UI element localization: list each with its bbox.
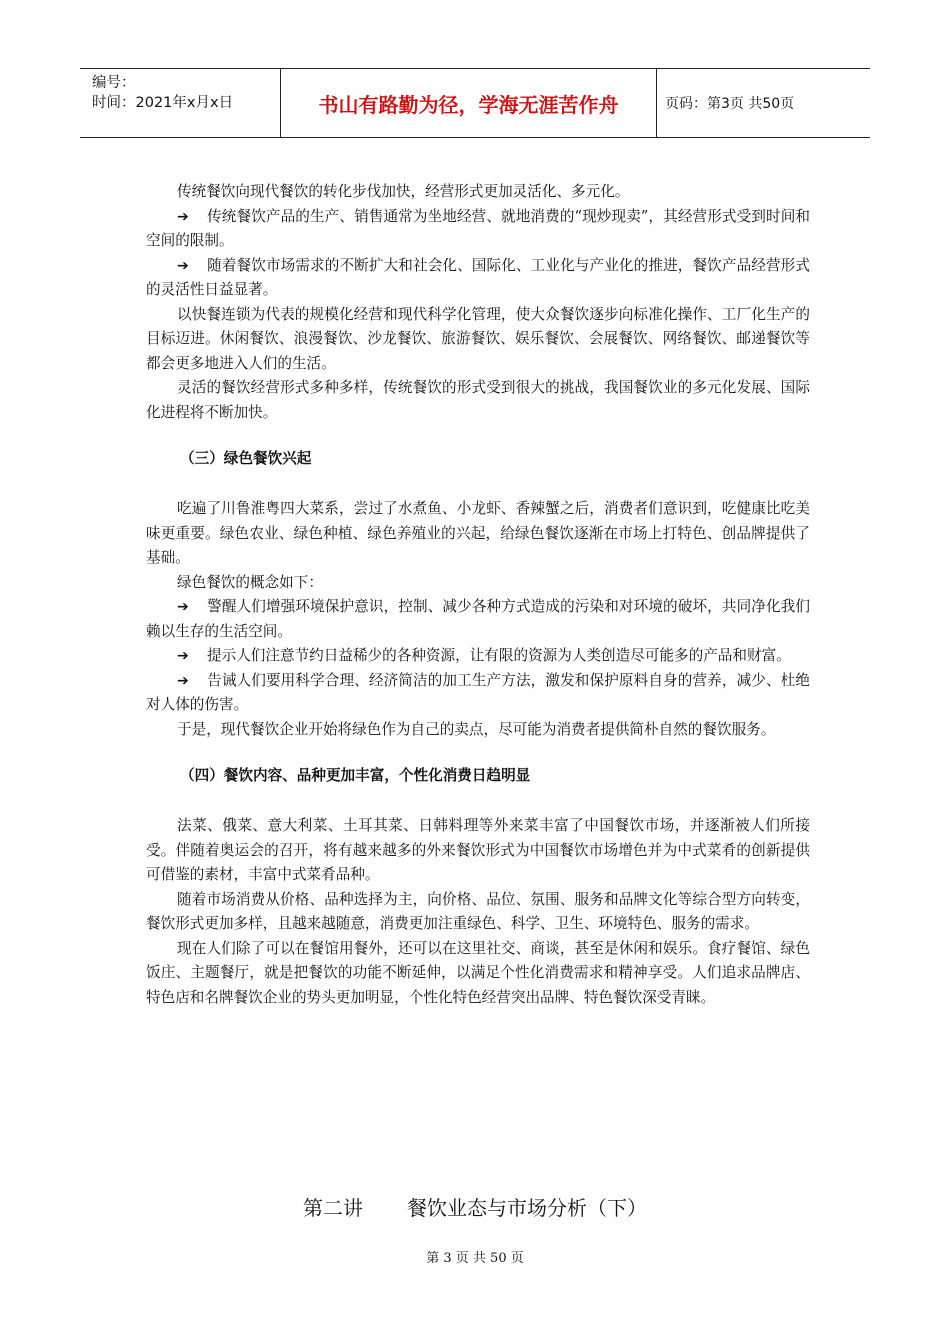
paragraph: 法菜、俄菜、意大利菜、土耳其菜、日韩料理等外来菜丰富了中国餐饮市场，并逐渐被人们所接受。伴随着奥运会的召开，将有越来越多的外来餐饮形式为中国餐饮市场增色并为中式菜肴的创新提供可借鉴的素材，丰富中式菜肴品种。 [146, 817, 810, 883]
header-motto: 书山有路勤为径，学海无涯苦作舟 [280, 69, 657, 137]
bullet-item [146, 595, 810, 644]
paragraph: 吃遍了川鲁淮粤四大菜系，尝过了水煮鱼、小龙虾、香辣蟹之后，消费者们意识到，吃健康比吃美味更重要。绿色农业、绿色种植、绿色养殖业的兴起，给绿色餐饮逐渐在市场上打特色、创品牌提供了基础。 [146, 500, 810, 566]
lecture-name: 餐饮业态与市场分析（下） [407, 1196, 647, 1220]
section-heading-variety: （四）餐饮内容、品种更加丰富，个性化消费日趋明显 [180, 767, 531, 784]
header-meta [80, 69, 280, 137]
paragraph: 绿色餐饮的概念如下： [177, 573, 323, 591]
section-heading-green: （三）绿色餐饮兴起 [180, 450, 312, 467]
document-body [146, 180, 810, 1010]
bullet-text: 传统餐饮产品的生产、销售通常为坐地经营、就地消费的“现炒现卖”，其经营形式受到时间和空间的限制。 [146, 207, 810, 249]
page-footer: 第 3 页 共 50 页 [426, 1251, 524, 1266]
arrow-right-icon: ➔ [177, 208, 189, 225]
paragraph: 于是，现代餐饮企业开始将绿色作为自己的卖点，尽可能为消费者提供简朴自然的餐饮服务。 [177, 720, 776, 738]
bullet-item [146, 254, 810, 303]
paragraph: 随着市场消费从价格、品种选择为主，向价格、品位、氛围、服务和品牌文化等综合型方向转变，餐饮形式更加多样，且越来越随意，消费更加注重绿色、科学、卫生、环境特色、服务的需求。 [146, 890, 810, 932]
lecture-number: 第二讲 [303, 1196, 363, 1220]
doc-number-label: 编号： [92, 75, 136, 91]
lecture-title [0, 1192, 950, 1221]
bullet-item [146, 644, 810, 669]
arrow-right-icon: ➔ [177, 648, 189, 664]
bullet-text: 告诫人们要用科学合理、经济简洁的加工生产方法，激发和保护原料自身的营养，减少、杜绝对人体的伤害。 [146, 671, 810, 713]
paragraph: 以快餐连锁为代表的规模化经营和现代科学化管理，使大众餐饮逐步向标准化操作、工厂化生产的目标迈进。休闲餐饮、浪漫餐饮、沙龙餐饮、旅游餐饮、娱乐餐饮、会展餐饮、网络餐饮、邮递餐饮等都会更多地进入人们的生活。 [146, 305, 810, 372]
arrow-right-icon: ➔ [177, 672, 189, 689]
doc-date-label: 时间：2021年x月x日 [92, 95, 234, 111]
page-header [80, 68, 870, 138]
bullet-item [146, 205, 810, 254]
bullet-text: 提示人们注意节约日益稀少的各种资源，让有限的资源为人类创造尽可能多的产品和财富。 [207, 647, 791, 664]
bullet-text: 随着餐饮市场需求的不断扩大和社会化、国际化、工业化与产业化的推进，餐饮产品经营形式的灵活性日益显著。 [146, 256, 810, 298]
header-page-info: 页码：第3页 共50页 [665, 96, 795, 112]
arrow-right-icon: ➔ [177, 599, 189, 615]
paragraph: 灵活的餐饮经营形式多种多样，传统餐饮的形式受到很大的挑战，我国餐饮业的多元化发展、国际化进程将不断加快。 [146, 379, 810, 421]
arrow-right-icon: ➔ [177, 257, 189, 274]
bullet-item [146, 669, 810, 718]
paragraph: 传统餐饮向现代餐饮的转化步伐加快，经营形式更加灵活化、多元化。 [177, 183, 630, 200]
paragraph: 现在人们除了可以在餐馆用餐外，还可以在这里社交、商谈，甚至是休闲和娱乐。食疗餐馆、绿色饭庄、主题餐厅，就是把餐饮的功能不断延伸，以满足个性化消费需求和精神享受。人们追求品牌店、特色店和名牌餐饮企业的势头更加明显，个性化特色经营突出品牌、特色餐饮深受青睐。 [146, 939, 810, 1006]
bullet-text: 警醒人们增强环境保护意识，控制、减少各种方式造成的污染和对环境的破坏，共同净化我们赖以生存的生活空间。 [146, 598, 810, 640]
